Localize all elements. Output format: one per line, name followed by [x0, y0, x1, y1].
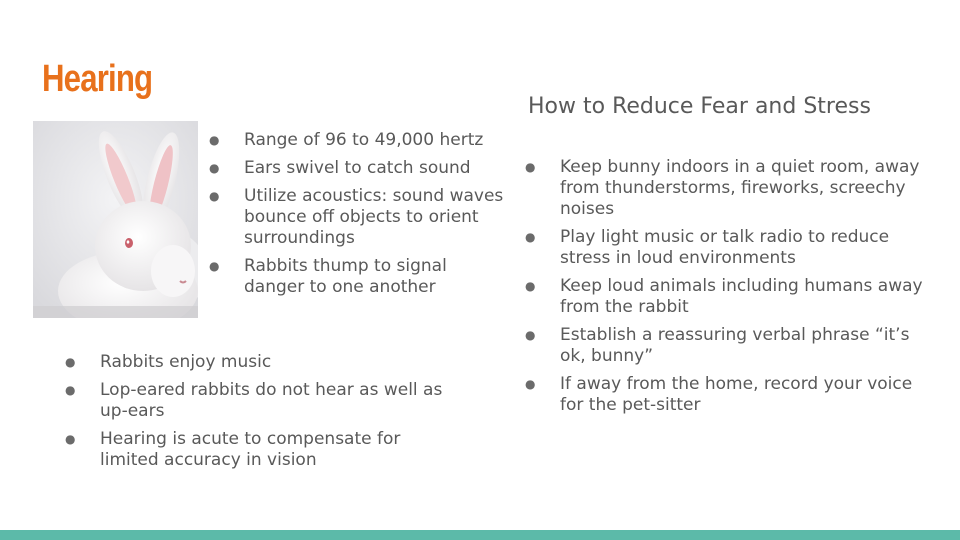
list-item: ● Rabbits enjoy music [65, 352, 445, 373]
list-item: ● Utilize acoustics: sound waves bounce off objects to orient surroundings [209, 186, 509, 249]
list-item: ● If away from the home, record your voice for the pet-sitter [525, 374, 935, 416]
list-item: ● Hearing is acute to compensate for limited accuracy in vision [65, 429, 445, 471]
list-item: ● Lop-eared rabbits do not hear as well as up-ears [65, 380, 445, 422]
list-item: ● Range of 96 to 49,000 hertz [209, 130, 509, 151]
slide-title: Hearing [42, 58, 153, 100]
list-item: ● Ears swivel to catch sound [209, 158, 509, 179]
fear-stress-tips-list [525, 157, 935, 423]
hearing-facts-list [209, 130, 509, 305]
footer-accent-bar [0, 530, 960, 540]
hearing-notes-list [65, 352, 445, 478]
list-item: ● Keep bunny indoors in a quiet room, away from thunderstorms, fireworks, screechy noises [525, 157, 935, 220]
section-subtitle: How to Reduce Fear and Stress [528, 94, 871, 119]
list-item: ● Play light music or talk radio to reduce stress in loud environments [525, 227, 935, 269]
rabbit-photo [33, 121, 198, 318]
rabbit-illustration [33, 121, 198, 318]
list-item: ● Establish a reassuring verbal phrase “it’s ok, bunny” [525, 325, 935, 367]
list-item: ● Rabbits thump to signal danger to one another [209, 256, 509, 298]
list-item: ● Keep loud animals including humans away from the rabbit [525, 276, 935, 318]
